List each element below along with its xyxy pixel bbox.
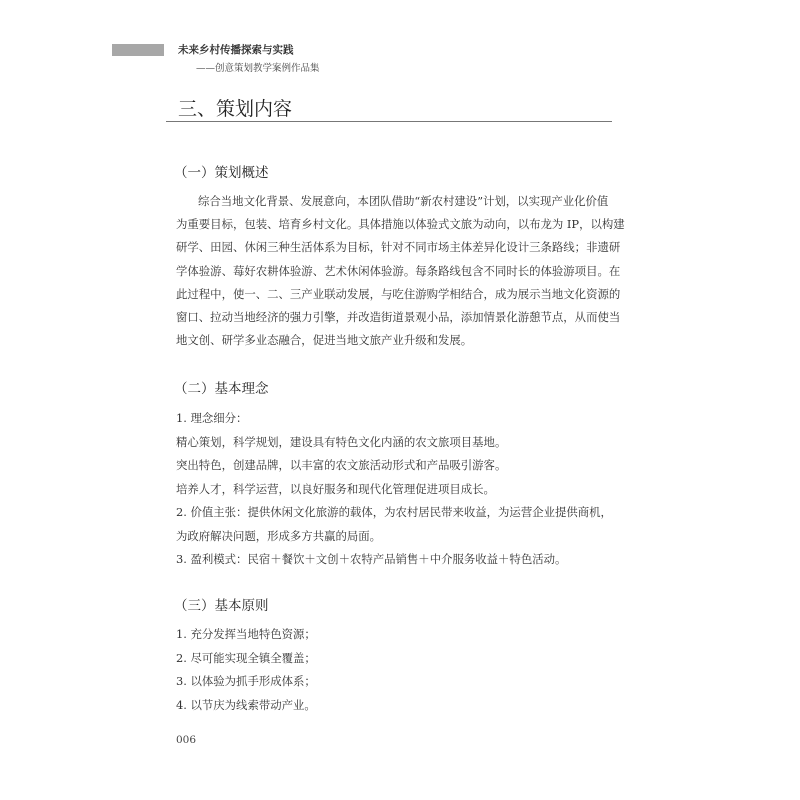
header-decor-bar bbox=[112, 44, 164, 56]
list-item: 4. 以节庆为线索带动产业。 bbox=[176, 697, 316, 712]
list-item: 精心策划，科学规划，建设具有特色文化内涵的农文旅项目基地。 bbox=[176, 434, 507, 449]
principles-list bbox=[176, 626, 616, 720]
chapter-title: 三、策划内容 bbox=[178, 98, 293, 120]
list-item: 3. 以体验为抓手形成体系； bbox=[176, 674, 316, 688]
paragraph-line: 为重要目标，包装、培育乡村文化。具体措施以体验式文旅为动向，以布龙为 IP，以构建 bbox=[176, 217, 625, 232]
list-item: 3. 盈利模式：民宿＋餐饮＋文创＋农特产品销售＋中介服务收益＋特色活动。 bbox=[176, 552, 567, 566]
list-item: 培养人才，科学运营，以良好服务和现代化管理促进项目成长。 bbox=[176, 481, 495, 496]
section-title-principles: （三）基本原则 bbox=[174, 598, 269, 614]
list-item: 2. 价值主张：提供休闲文化旅游的载体，为农村居民带来收益，为运营企业提供商机， bbox=[176, 505, 612, 519]
list-item: 1. 理念细分： bbox=[176, 411, 248, 425]
paragraph-line: 窗口、拉动当地经济的强力引擎，并改造街道景观小品，添加情景化游憩节点，从而使当 bbox=[176, 309, 621, 324]
list-item: 为政府解决问题，形成多方共赢的局面。 bbox=[176, 528, 382, 543]
section-title-concept: （二）基本理念 bbox=[174, 381, 269, 397]
paragraph-line: 此过程中，使一、二、三产业联动发展，与吃住游购学相结合，成为展示当地文化资源的 bbox=[176, 286, 621, 301]
paragraph-line: 地文创、研学多业态融合，促进当地文旅产业升级和发展。 bbox=[176, 333, 473, 348]
chapter-divider bbox=[166, 121, 612, 122]
paragraph-line: 学体验游、莓好农耕体验游、艺术休闲体验游。每条路线包含不同时长的体验游项目。在 bbox=[176, 263, 621, 278]
list-item: 突出特色，创建品牌，以丰富的农文旅活动形式和产品吸引游客。 bbox=[176, 458, 507, 472]
running-subtitle: ——创意策划教学案例作品集 bbox=[196, 63, 320, 74]
section-title-overview: （一）策划概述 bbox=[174, 165, 269, 181]
paragraph-line: 研学、田园、休闲三种生活体系为目标，针对不同市场主体差异化设计三条路线；非遗研 bbox=[176, 240, 621, 255]
overview-paragraph bbox=[176, 193, 625, 355]
concept-list bbox=[176, 410, 616, 575]
running-title: 未来乡村传播探索与实践 bbox=[178, 44, 294, 56]
list-item: 2. 尽可能实现全镇全覆盖； bbox=[176, 650, 316, 665]
page-number: 006 bbox=[176, 734, 197, 746]
paragraph-line: 综合当地文化背景、发展意向，本团队借助“新农村建设”计划，以实现产业化价值 bbox=[198, 194, 609, 208]
list-item: 1. 充分发挥当地特色资源； bbox=[176, 627, 316, 641]
